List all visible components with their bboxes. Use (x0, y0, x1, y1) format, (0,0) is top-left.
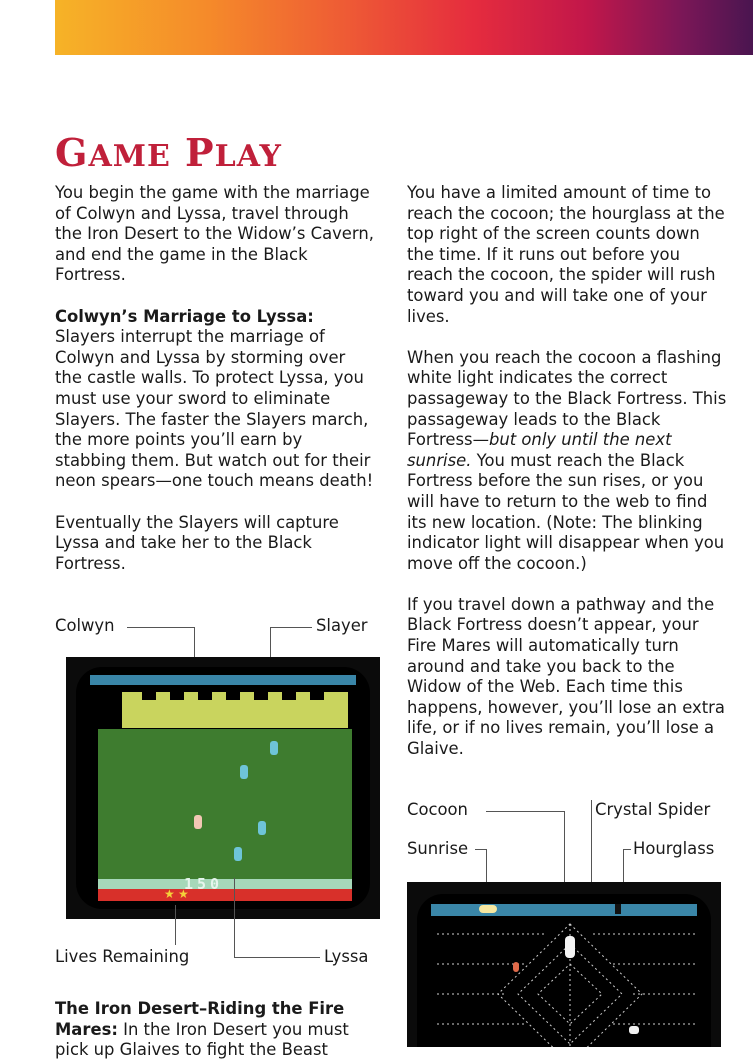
score-bar (98, 879, 352, 889)
time-paragraph: You have a limited amount of time to reach the cocoon; the hourglass at the top right of the screen counts down the time. If it runs out before you reach the cocoon, the spider will rush toward you and will take one of your lives. (407, 183, 725, 326)
screenshot-widows-web (407, 882, 721, 1047)
left-column (55, 183, 375, 595)
slayer-sprite (258, 821, 266, 835)
cocoon-text-italic: but only until the next sunrise. (407, 430, 672, 470)
intro-paragraph: You begin the game with the marriage of Colwyn and Lyssa, travel through the Iron Desert to the Widow’s Cavern, and end the game in the Black Fortress. (55, 183, 374, 285)
tv-screen (76, 667, 370, 909)
crenel (282, 692, 296, 700)
crenel (310, 692, 324, 700)
leader-line-cocoon (486, 811, 564, 812)
grass-field (98, 729, 352, 879)
castle-walls (122, 692, 348, 728)
title-rest-1: AME (88, 139, 171, 174)
leader-line-lives (175, 905, 176, 945)
label-sunrise: Sunrise (407, 839, 469, 858)
cocoon-paragraph (407, 348, 727, 575)
life-star-icon: ★ (178, 887, 189, 901)
colwyn-sprite (513, 962, 519, 972)
cocoon-sprite (565, 936, 575, 958)
slayer-sprite (270, 741, 278, 755)
marriage-heading: Colwyn’s Marriage to Lyssa: (55, 306, 314, 326)
lyssa-sprite (234, 847, 242, 861)
desert-heading: The Iron Desert–Riding the Fire Mares: (55, 999, 345, 1039)
desert-section (55, 999, 375, 1061)
right-column (407, 183, 727, 780)
crenel (226, 692, 240, 700)
title-rest-2: LAY (214, 139, 282, 174)
title-initial-1: G (55, 130, 89, 175)
crystal-spider-sprite (629, 1026, 639, 1034)
crenel (170, 692, 184, 700)
label-lives-remaining: Lives Remaining (55, 947, 190, 966)
label-colwyn: Colwyn (55, 616, 115, 635)
score-display: 150 (184, 875, 224, 893)
marriage-section (55, 307, 375, 492)
desert-text: In the Iron Desert you must pick up Glaives to fight the Beast (55, 1019, 349, 1060)
capture-paragraph: Eventually the Slayers will capture Lyssa and take her to the Black Fortress. (55, 512, 339, 573)
cocoon-text-2: You must reach the Black Fortress before the sun rises, or you will have to return to the web to find its new location. (Note: The blinking indicator light will disappear when you move off the cocoon.) (407, 450, 725, 573)
crenel (198, 692, 212, 700)
leader-line-lyssa-vertical (234, 878, 235, 958)
tv-screen (417, 894, 711, 1047)
life-star-icon: ★ (164, 887, 175, 901)
crenel (142, 692, 156, 700)
slayer-sprite (240, 765, 248, 779)
label-hourglass: Hourglass (633, 839, 715, 858)
pathway-paragraph: If you travel down a pathway and the Black Fortress doesn’t appear, your Fire Mares will automatically turn around and take you back to the Widow of the Web. Each time this happens, however, you’ll lose an extra life, or if no lives remain, you’ll lose a Glaive. (407, 594, 725, 759)
status-bar (90, 675, 356, 685)
crenel (254, 692, 268, 700)
spider-web (417, 894, 711, 1047)
leader-line-hourglass (623, 849, 631, 850)
page-title (55, 128, 282, 182)
label-crystal-spider: Crystal Spider (595, 800, 711, 819)
screenshot-marriage (66, 657, 380, 919)
label-slayer: Slayer (316, 616, 368, 635)
title-initial-2: P (185, 130, 215, 175)
leader-line-colwyn (127, 627, 195, 628)
label-cocoon: Cocoon (407, 800, 468, 819)
marriage-text: Slayers interrupt the marriage of Colwyn and Lyssa by storming over the castle walls. To protect Lyssa, you must use your sword to eliminate Slayers. The faster the Slayers march, the more points you’ll earn by stabbing them. But watch out for their neon spears—one touch means death! (55, 327, 374, 491)
leader-line-slayer (270, 627, 312, 628)
cocoon-text-1: When you reach the cocoon a flashing white light indicates the correct passageway to the Black Fortress. This passageway leads to the Black Fortress— (407, 347, 727, 450)
leader-line-lyssa (234, 957, 320, 958)
lives-bar (98, 889, 352, 901)
colwyn-sprite (194, 815, 202, 829)
label-lyssa: Lyssa (324, 947, 369, 966)
color-banner (55, 0, 753, 55)
